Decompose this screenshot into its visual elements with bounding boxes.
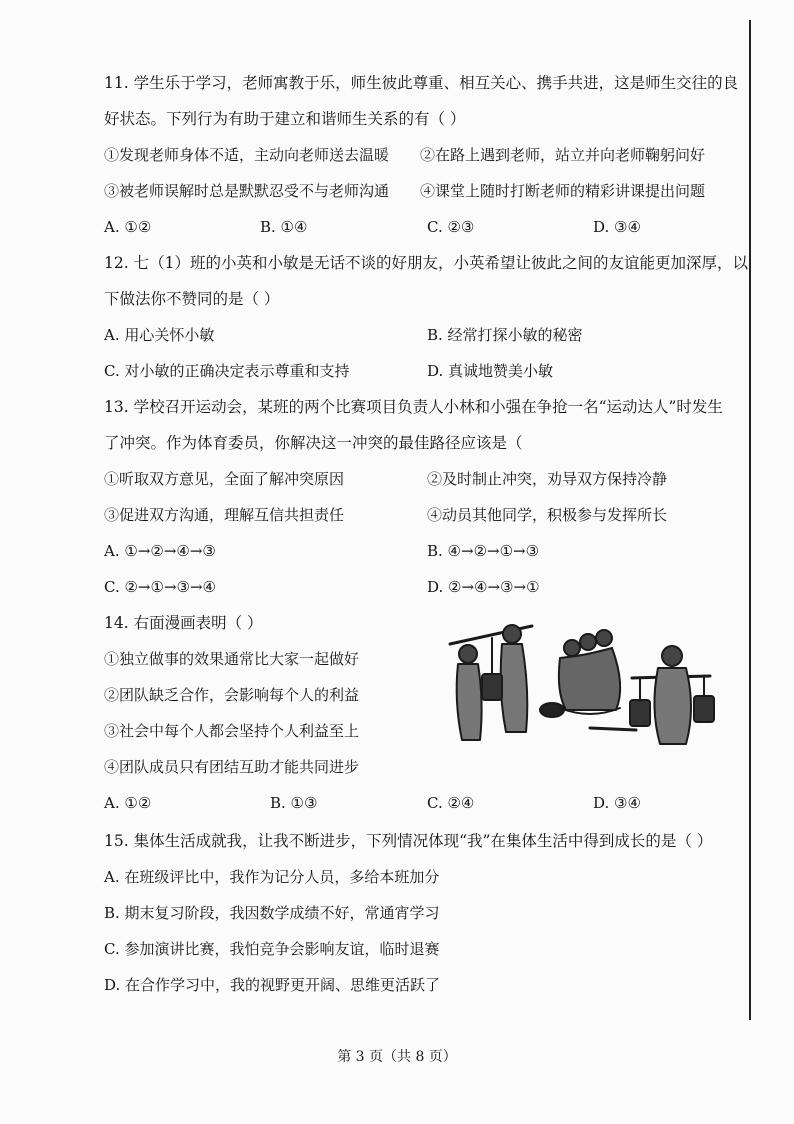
q13-statement-1: ①听取双方意见，全面了解冲突原因 (104, 470, 345, 488)
q13-statement-2: ②及时制止冲突，劝导双方保持冷静 (427, 470, 668, 488)
q12-option-b: B. 经常打探小敏的秘密 (427, 326, 583, 344)
q12-stem-line1: 12. 七（1）班的小英和小敏是无话不谈的好朋友，小英希望让彼此之间的友谊能更加深厚，以 (104, 254, 748, 272)
q11-statement-1: ①发现老师身体不适，主动向老师送去温暖 (104, 146, 390, 164)
q11-statement-4: ④课堂上随时打断老师的精彩讲课提出问题 (420, 182, 706, 200)
q14-option-c: C. ②④ (427, 794, 475, 812)
three-monks-cartoon (440, 612, 720, 754)
q15-stem: 15. 集体生活成就我，让我不断进步，下列情况体现“我”在集体生活中得到成长的是（ ） (104, 832, 713, 850)
q12-stem-line2: 下做法你不赞同的是（ ） (104, 290, 280, 308)
q14-stem: 14. 右面漫画表明（ ） (104, 614, 263, 632)
q11-option-c: C. ②③ (427, 218, 475, 236)
q13-stem-line2: 了冲突。作为体育委员，你解决这一冲突的最佳路径应该是（ (104, 434, 523, 452)
q11-statement-2: ②在路上遇到老师，站立并向老师鞠躬问好 (420, 146, 706, 164)
q14-option-a: A. ①② (104, 794, 152, 812)
q15-option-a: A. 在班级评比中，我作为记分人员，多给本班加分 (104, 868, 440, 886)
q12-option-d: D. 真诚地赞美小敏 (427, 362, 554, 380)
q13-stem-line1: 13. 学校召开运动会，某班的两个比赛项目负责人小林和小强在争抢一名“运动达人”时发生 (104, 398, 723, 416)
q14-statement-4: ④团队成员只有团结互助才能共同进步 (104, 758, 360, 776)
q11-statement-3: ③被老师误解时总是默默忍受不与老师沟通 (104, 182, 390, 200)
q12-option-c: C. 对小敏的正确决定表示尊重和支持 (104, 362, 350, 380)
q15-option-c: C. 参加演讲比赛，我怕竞争会影响友谊，临时退赛 (104, 940, 440, 958)
q14-statement-1: ①独立做事的效果通常比大家一起做好 (104, 650, 360, 668)
q13-statement-3: ③促进双方沟通，理解互信共担责任 (104, 506, 345, 524)
q11-option-a: A. ①② (104, 218, 152, 236)
q14-option-b: B. ①③ (270, 794, 318, 812)
q11-stem-line2: 好状态。下列行为有助于建立和谐师生关系的有（ ） (104, 110, 466, 128)
q13-option-a: A. ①→②→④→③ (104, 542, 216, 560)
q14-option-d: D. ③④ (593, 794, 641, 812)
q13-option-c: C. ②→①→③→④ (104, 578, 216, 596)
q11-option-b: B. ①④ (260, 218, 308, 236)
q11-stem-line1: 11. 学生乐于学习，老师寓教于乐，师生彼此尊重、相互关心、携手共进，这是师生交往的良 (104, 74, 739, 92)
q14-statement-3: ③社会中每个人都会坚持个人利益至上 (104, 722, 360, 740)
margin-rule (749, 20, 751, 1020)
q15-option-d: D. 在合作学习中，我的视野更开阔、思维更活跃了 (104, 976, 441, 994)
q11-option-d: D. ③④ (593, 218, 641, 236)
q13-statement-4: ④动员其他同学，积极参与发挥所长 (427, 506, 668, 524)
page-number-footer: 第 3 页（共 8 页） (337, 1049, 457, 1065)
q13-option-b: B. ④→②→①→③ (427, 542, 540, 560)
q13-option-d: D. ②→④→③→① (427, 578, 540, 596)
q15-option-b: B. 期末复习阶段，我因数学成绩不好，常通宵学习 (104, 904, 440, 922)
q14-statement-2: ②团队缺乏合作，会影响每个人的利益 (104, 686, 360, 704)
q12-option-a: A. 用心关怀小敏 (104, 326, 215, 344)
